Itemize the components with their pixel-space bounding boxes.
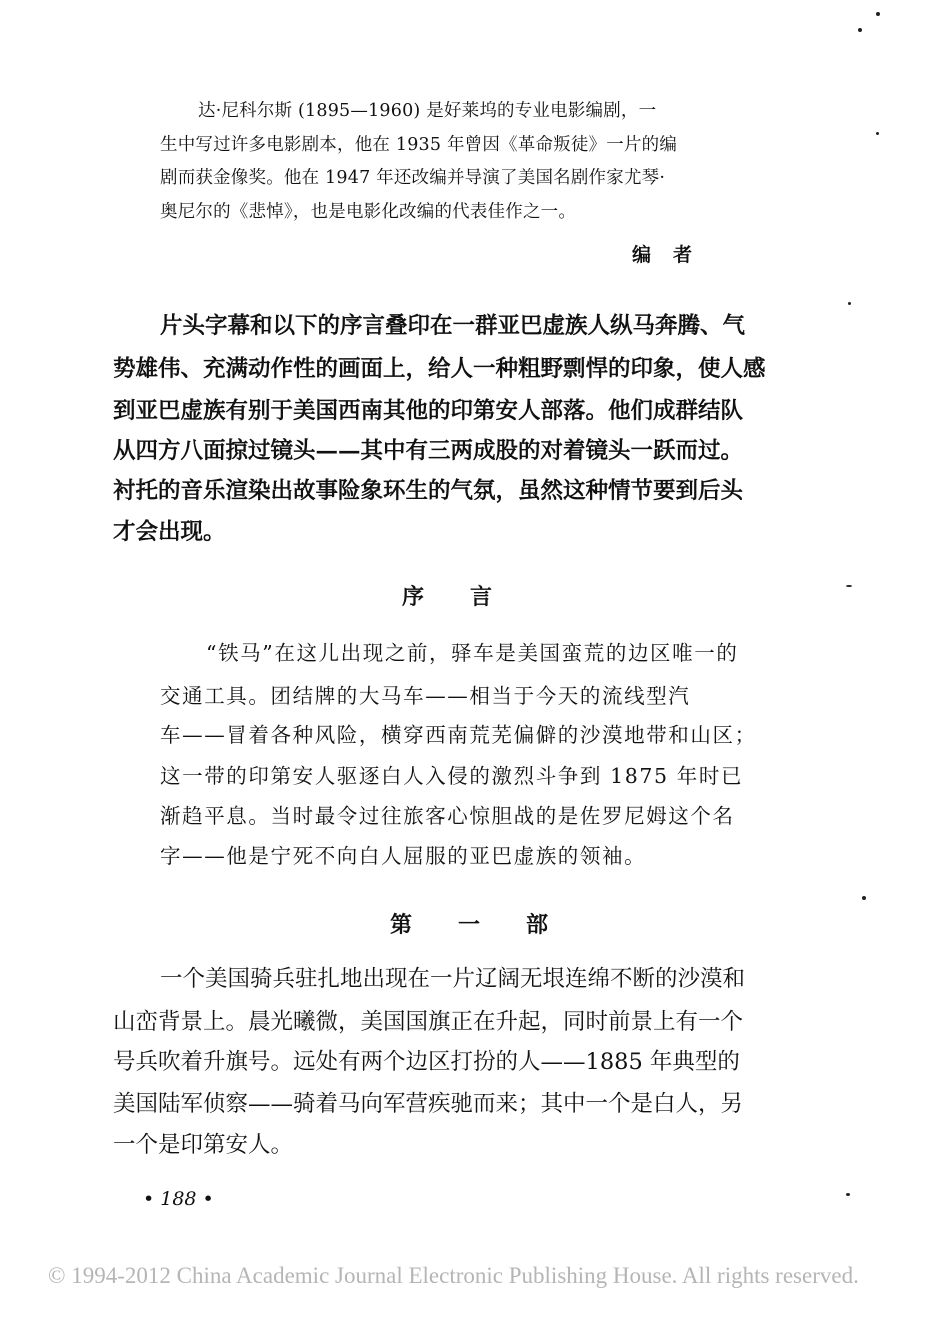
paragraph-line: 山峦背景上。晨光曦微，美国国旗正在升起，同时前景上有一个 bbox=[113, 1009, 744, 1035]
scan-speck bbox=[858, 28, 862, 32]
paragraph-line: 从四方八面掠过镜头——其中有三两成股的对着镜头一跃而过。 bbox=[113, 438, 744, 464]
editor-note-line: 奥尼尔的《悲悼》，也是电影化改编的代表佳作之一。 bbox=[160, 202, 577, 222]
scan-speck bbox=[846, 1193, 850, 1196]
page-number: • 188 • bbox=[143, 1188, 214, 1210]
scan-speck bbox=[862, 896, 866, 900]
paragraph-line: 才会出现。 bbox=[113, 519, 226, 545]
editor-note-line: 达·尼科尔斯 (1895—1960) 是好莱坞的专业电影编剧，一 bbox=[198, 101, 657, 121]
paragraph-line: 衬托的音乐渲染出故事险象环生的气氛，虽然这种情节要到后头 bbox=[113, 478, 744, 504]
paragraph-line: 一个美国骑兵驻扎地出现在一片辽阔无垠连绵不断的沙漠和 bbox=[160, 966, 746, 992]
paragraph-line: 号兵吹着升旗号。远处有两个边区打扮的人——1885 年典型的 bbox=[113, 1049, 740, 1075]
copyright-watermark: © 1994-2012 China Academic Journal Electronic Publishing House. All rights reserved. bbox=[48, 1263, 859, 1288]
editor-note-line: 剧而获金像奖。他在 1947 年还改编并导演了美国名剧作家尤琴· bbox=[160, 168, 666, 188]
scan-speck bbox=[876, 132, 879, 135]
prologue-heading: 序言 bbox=[402, 584, 539, 610]
prologue-line: 这一带的印第安人驱逐白人入侵的激烈斗争到 1875 年时已 bbox=[160, 764, 744, 788]
prologue-line: 交通工具。团结牌的大马车——相当于今天的流线型汽 bbox=[160, 684, 691, 708]
prologue-line: 车——冒着各种风险，横穿西南荒芜偏僻的沙漠地带和山区； bbox=[160, 723, 757, 747]
paragraph-line: 美国陆军侦察——骑着马向军营疾驰而来；其中一个是白人，另 bbox=[113, 1091, 744, 1117]
prologue-line: 字——他是宁死不向白人屈服的亚巴虚族的领袖。 bbox=[160, 844, 647, 868]
prologue-line: “铁马”在这儿出现之前，驿车是美国蛮荒的边区唯一的 bbox=[206, 641, 739, 665]
prologue-line: 渐趋平息。当时最令过往旅客心惊胆战的是佐罗尼姆这个名 bbox=[160, 804, 735, 828]
paragraph-line: 一个是印第安人。 bbox=[113, 1132, 294, 1158]
scan-speck bbox=[848, 302, 851, 305]
editor-signature: 编者 bbox=[632, 244, 715, 266]
part-one-heading: 第一部 bbox=[390, 912, 595, 938]
paragraph-line: 到亚巴虚族有别于美国西南其他的印第安人部落。他们成群结队 bbox=[113, 398, 744, 424]
scan-speck bbox=[876, 12, 880, 16]
editor-note-line: 生中写过许多电影剧本，他在 1935 年曾因《革命叛徒》一片的编 bbox=[160, 135, 678, 155]
scan-speck bbox=[846, 585, 852, 587]
paragraph-line: 势雄伟、充满动作性的画面上，给人一种粗野剽悍的印象，使人感 bbox=[113, 356, 766, 382]
paragraph-line: 片头字幕和以下的序言叠印在一群亚巴虚族人纵马奔腾、气 bbox=[160, 313, 746, 339]
